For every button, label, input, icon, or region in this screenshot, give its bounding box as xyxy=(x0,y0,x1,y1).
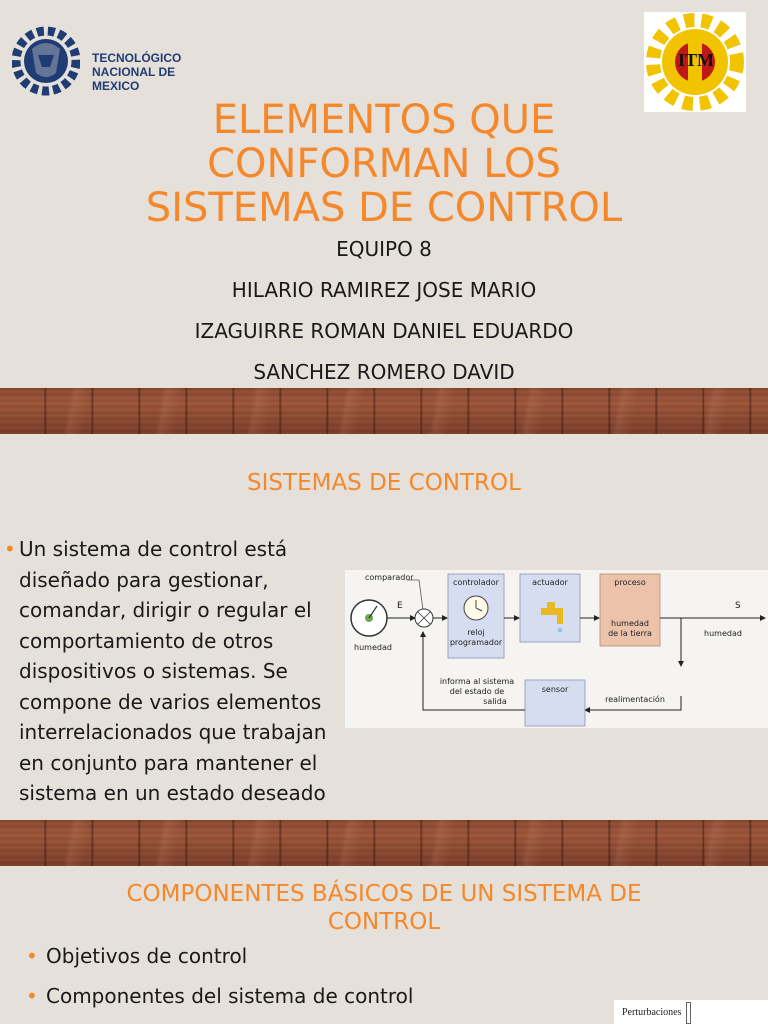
bullet-dot: • xyxy=(26,944,38,968)
itm-logo-text: ITM xyxy=(678,50,714,70)
itm-logo xyxy=(644,12,746,112)
slide3-title-line-1: COMPONENTES BÁSICOS DE UN SISTEMA DE xyxy=(126,881,642,907)
slide3-title-line-2: CONTROL xyxy=(327,909,441,935)
scrollbar-stub xyxy=(686,1002,691,1024)
label-comparador: comparador xyxy=(365,573,414,582)
member-3: SANCHEZ ROMERO DAVID xyxy=(253,360,515,384)
wood-floor-band xyxy=(0,820,768,866)
label-informa-1: informa al sistema xyxy=(439,677,515,686)
tecnm-emblem-icon xyxy=(12,15,80,107)
bullet-text: Objetivos de control xyxy=(46,944,248,968)
label-s: S xyxy=(735,601,741,611)
diagram-fragment xyxy=(614,1000,768,1024)
label-informa-3: salida xyxy=(483,697,507,706)
humidity-gauge-icon xyxy=(351,600,387,636)
label-humedad-in: humedad xyxy=(354,643,392,652)
label-humedad-tierra-2: de la tierra xyxy=(608,629,652,638)
title-line-3: SISTEMAS DE CONTROL xyxy=(145,185,623,231)
body-line: dispositivos o sistemas. Se xyxy=(19,659,288,683)
label-humedad-out: humedad xyxy=(704,629,742,638)
slide-title xyxy=(0,0,768,388)
slide-componentes xyxy=(0,866,768,1024)
tecnm-logo xyxy=(12,15,202,110)
control-loop-diagram xyxy=(345,570,768,728)
title-line-1: ELEMENTOS QUE xyxy=(212,97,556,143)
title-line-2: CONFORMAN LOS xyxy=(207,141,561,187)
label-reloj: reloj xyxy=(467,628,485,637)
slide3-title xyxy=(0,880,768,936)
label-realimentacion: realimentación xyxy=(605,695,665,704)
label-informa-2: del estado de xyxy=(449,687,505,696)
body-line: en conjunto para mantener el xyxy=(19,750,318,775)
comparator-icon xyxy=(415,609,433,627)
label-sensor: sensor xyxy=(541,685,569,694)
label-controlador: controlador xyxy=(453,578,499,587)
label-actuador: actuador xyxy=(532,578,568,587)
list-item xyxy=(20,984,413,1024)
team-name: EQUIPO 8 xyxy=(336,237,432,261)
component-list xyxy=(20,944,413,1024)
list-item xyxy=(20,944,413,984)
wood-floor-band xyxy=(0,388,768,434)
bullet-dot: • xyxy=(4,537,16,561)
member-1: HILARIO RAMIREZ JOSE MARIO xyxy=(231,278,537,302)
body-line: sistema en un estado deseado xyxy=(19,781,326,805)
bullet-text: Componentes del sistema de control xyxy=(46,984,414,1008)
body-line: interrelacionados que trabajan xyxy=(19,720,327,744)
label-humedad-tierra-1: humedad xyxy=(611,619,649,628)
body-line: comandar, dirigir o regular el xyxy=(19,598,312,622)
logo-text-line2: NACIONAL DE MEXICO xyxy=(92,65,176,93)
label-programador: programador xyxy=(449,638,503,647)
slide2-body xyxy=(2,534,382,809)
slide2-title: SISTEMAS DE CONTROL xyxy=(247,470,521,496)
bullet-dot: • xyxy=(26,984,38,1008)
label-e: E xyxy=(397,601,403,611)
body-line: Un sistema de control está xyxy=(19,537,288,561)
body-line: diseñado para gestionar, xyxy=(19,567,269,592)
body-line: comportamiento de otros xyxy=(19,628,274,653)
label-proceso: proceso xyxy=(614,578,646,587)
member-2: IZAGUIRRE ROMAN DANIEL EDUARDO xyxy=(194,319,574,343)
body-line: compone de varios elementos xyxy=(19,689,322,714)
logo-text-line1: TECNOLÓGICO xyxy=(92,51,182,65)
clock-icon xyxy=(464,596,488,620)
team-list xyxy=(0,236,768,388)
label-perturbaciones: Perturbaciones xyxy=(622,1007,682,1018)
slide-title-heading xyxy=(0,98,768,230)
